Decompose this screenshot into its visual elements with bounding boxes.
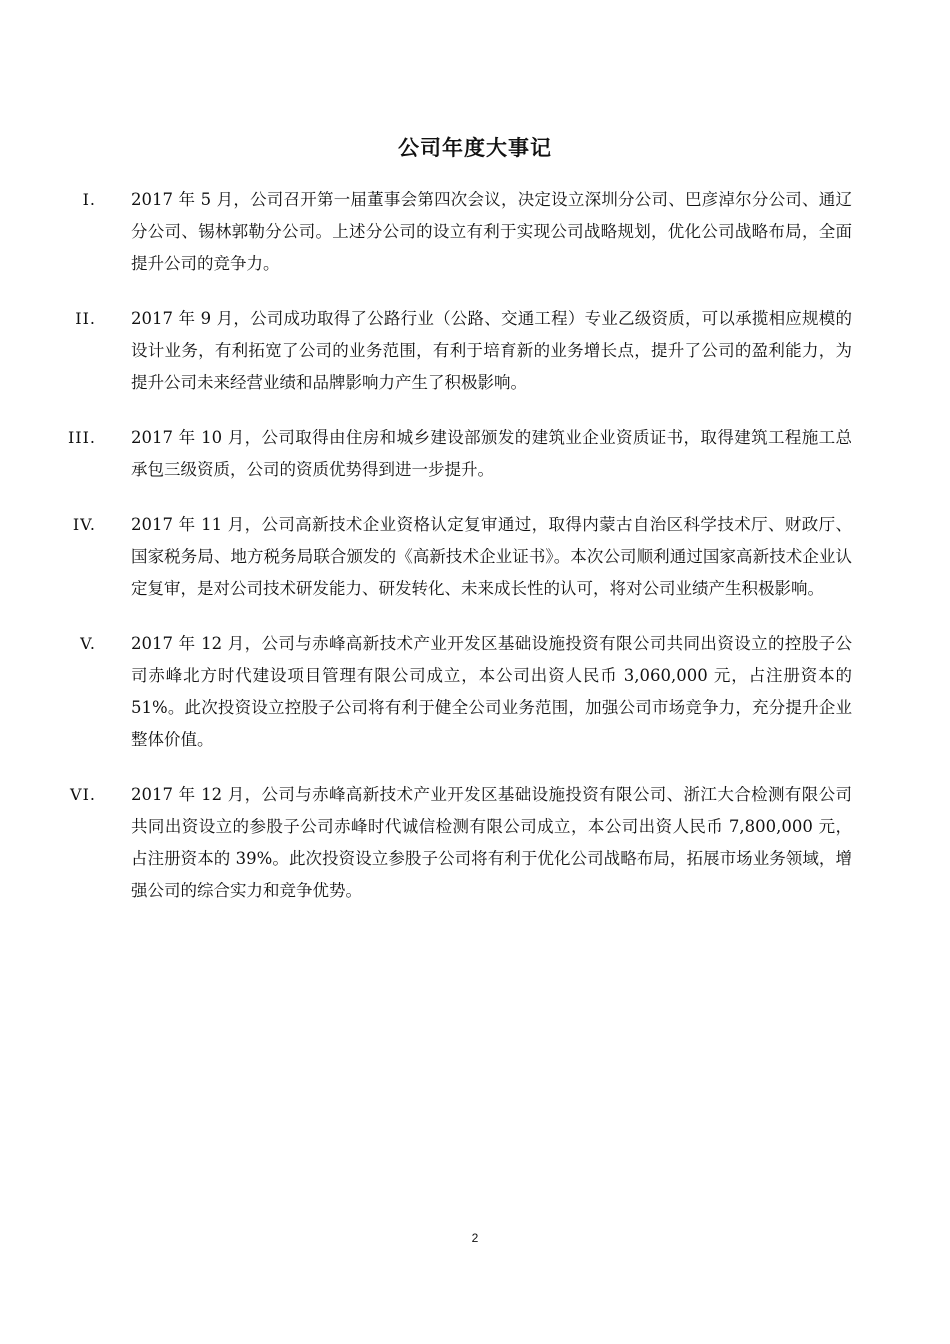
list-item (0, 303, 950, 399)
item-number: II. (75, 309, 96, 328)
list-item (0, 422, 950, 486)
page-number: 2 (471, 1231, 479, 1245)
events-list (0, 184, 950, 930)
item-number: III. (67, 428, 96, 447)
list-item (0, 509, 950, 605)
item-text: 2017 年 5 月，公司召开第一届董事会第四次会议，决定设立深圳分公司、巴彦淖尔分公司、通辽分公司、锡林郭勒分公司。上述分公司的设立有利于实现公司战略规划，优化公司战略布局，全面提升公司的竞争力。 (131, 190, 852, 273)
item-text: 2017 年 12 月，公司与赤峰高新技术产业开发区基础设施投资有限公司、浙江大合检测有限公司共同出资设立的参股子公司赤峰时代诚信检测有限公司成立，本公司出资人民币 7,800,000 元，占注册资本的 39%。此次投资设立参股子公司将有利于优化公司战略布局，拓展市场业务领域，增强公司的综合实力和竞争优势。 (131, 785, 852, 900)
item-number: I. (82, 190, 96, 209)
item-text: 2017 年 10 月，公司取得由住房和城乡建设部颁发的建筑业企业资质证书，取得建筑工程施工总承包三级资质，公司的资质优势得到进一步提升。 (131, 428, 852, 479)
item-number: VI. (70, 785, 96, 804)
item-number: IV. (72, 515, 96, 534)
item-text: 2017 年 11 月，公司高新技术企业资格认定复审通过，取得内蒙古自治区科学技术厅、财政厅、国家税务局、地方税务局联合颁发的《高新技术企业证书》。本次公司顺利通过国家高新技术企业认定复审，是对公司技术研发能力、研发转化、未来成长性的认可，将对公司业绩产生积极影响。 (131, 515, 852, 598)
list-item (0, 184, 950, 280)
item-number: V. (80, 634, 96, 653)
list-item (0, 779, 950, 907)
item-text: 2017 年 9 月，公司成功取得了公路行业（公路、交通工程）专业乙级资质，可以承揽相应规模的设计业务，有利拓宽了公司的业务范围，有利于培育新的业务增长点，提升了公司的盈利能力，为提升公司未来经营业绩和品牌影响力产生了积极影响。 (131, 309, 852, 392)
page-title: 公司年度大事记 (398, 136, 552, 160)
item-text: 2017 年 12 月，公司与赤峰高新技术产业开发区基础设施投资有限公司共同出资设立的控股子公司赤峰北方时代建设项目管理有限公司成立，本公司出资人民币 3,060,000 元，占注册资本的 51%。此次投资设立控股子公司将有利于健全公司业务范围，加强公司市场竞争力，充分提升企业整体价值。 (131, 634, 852, 749)
list-item (0, 628, 950, 756)
